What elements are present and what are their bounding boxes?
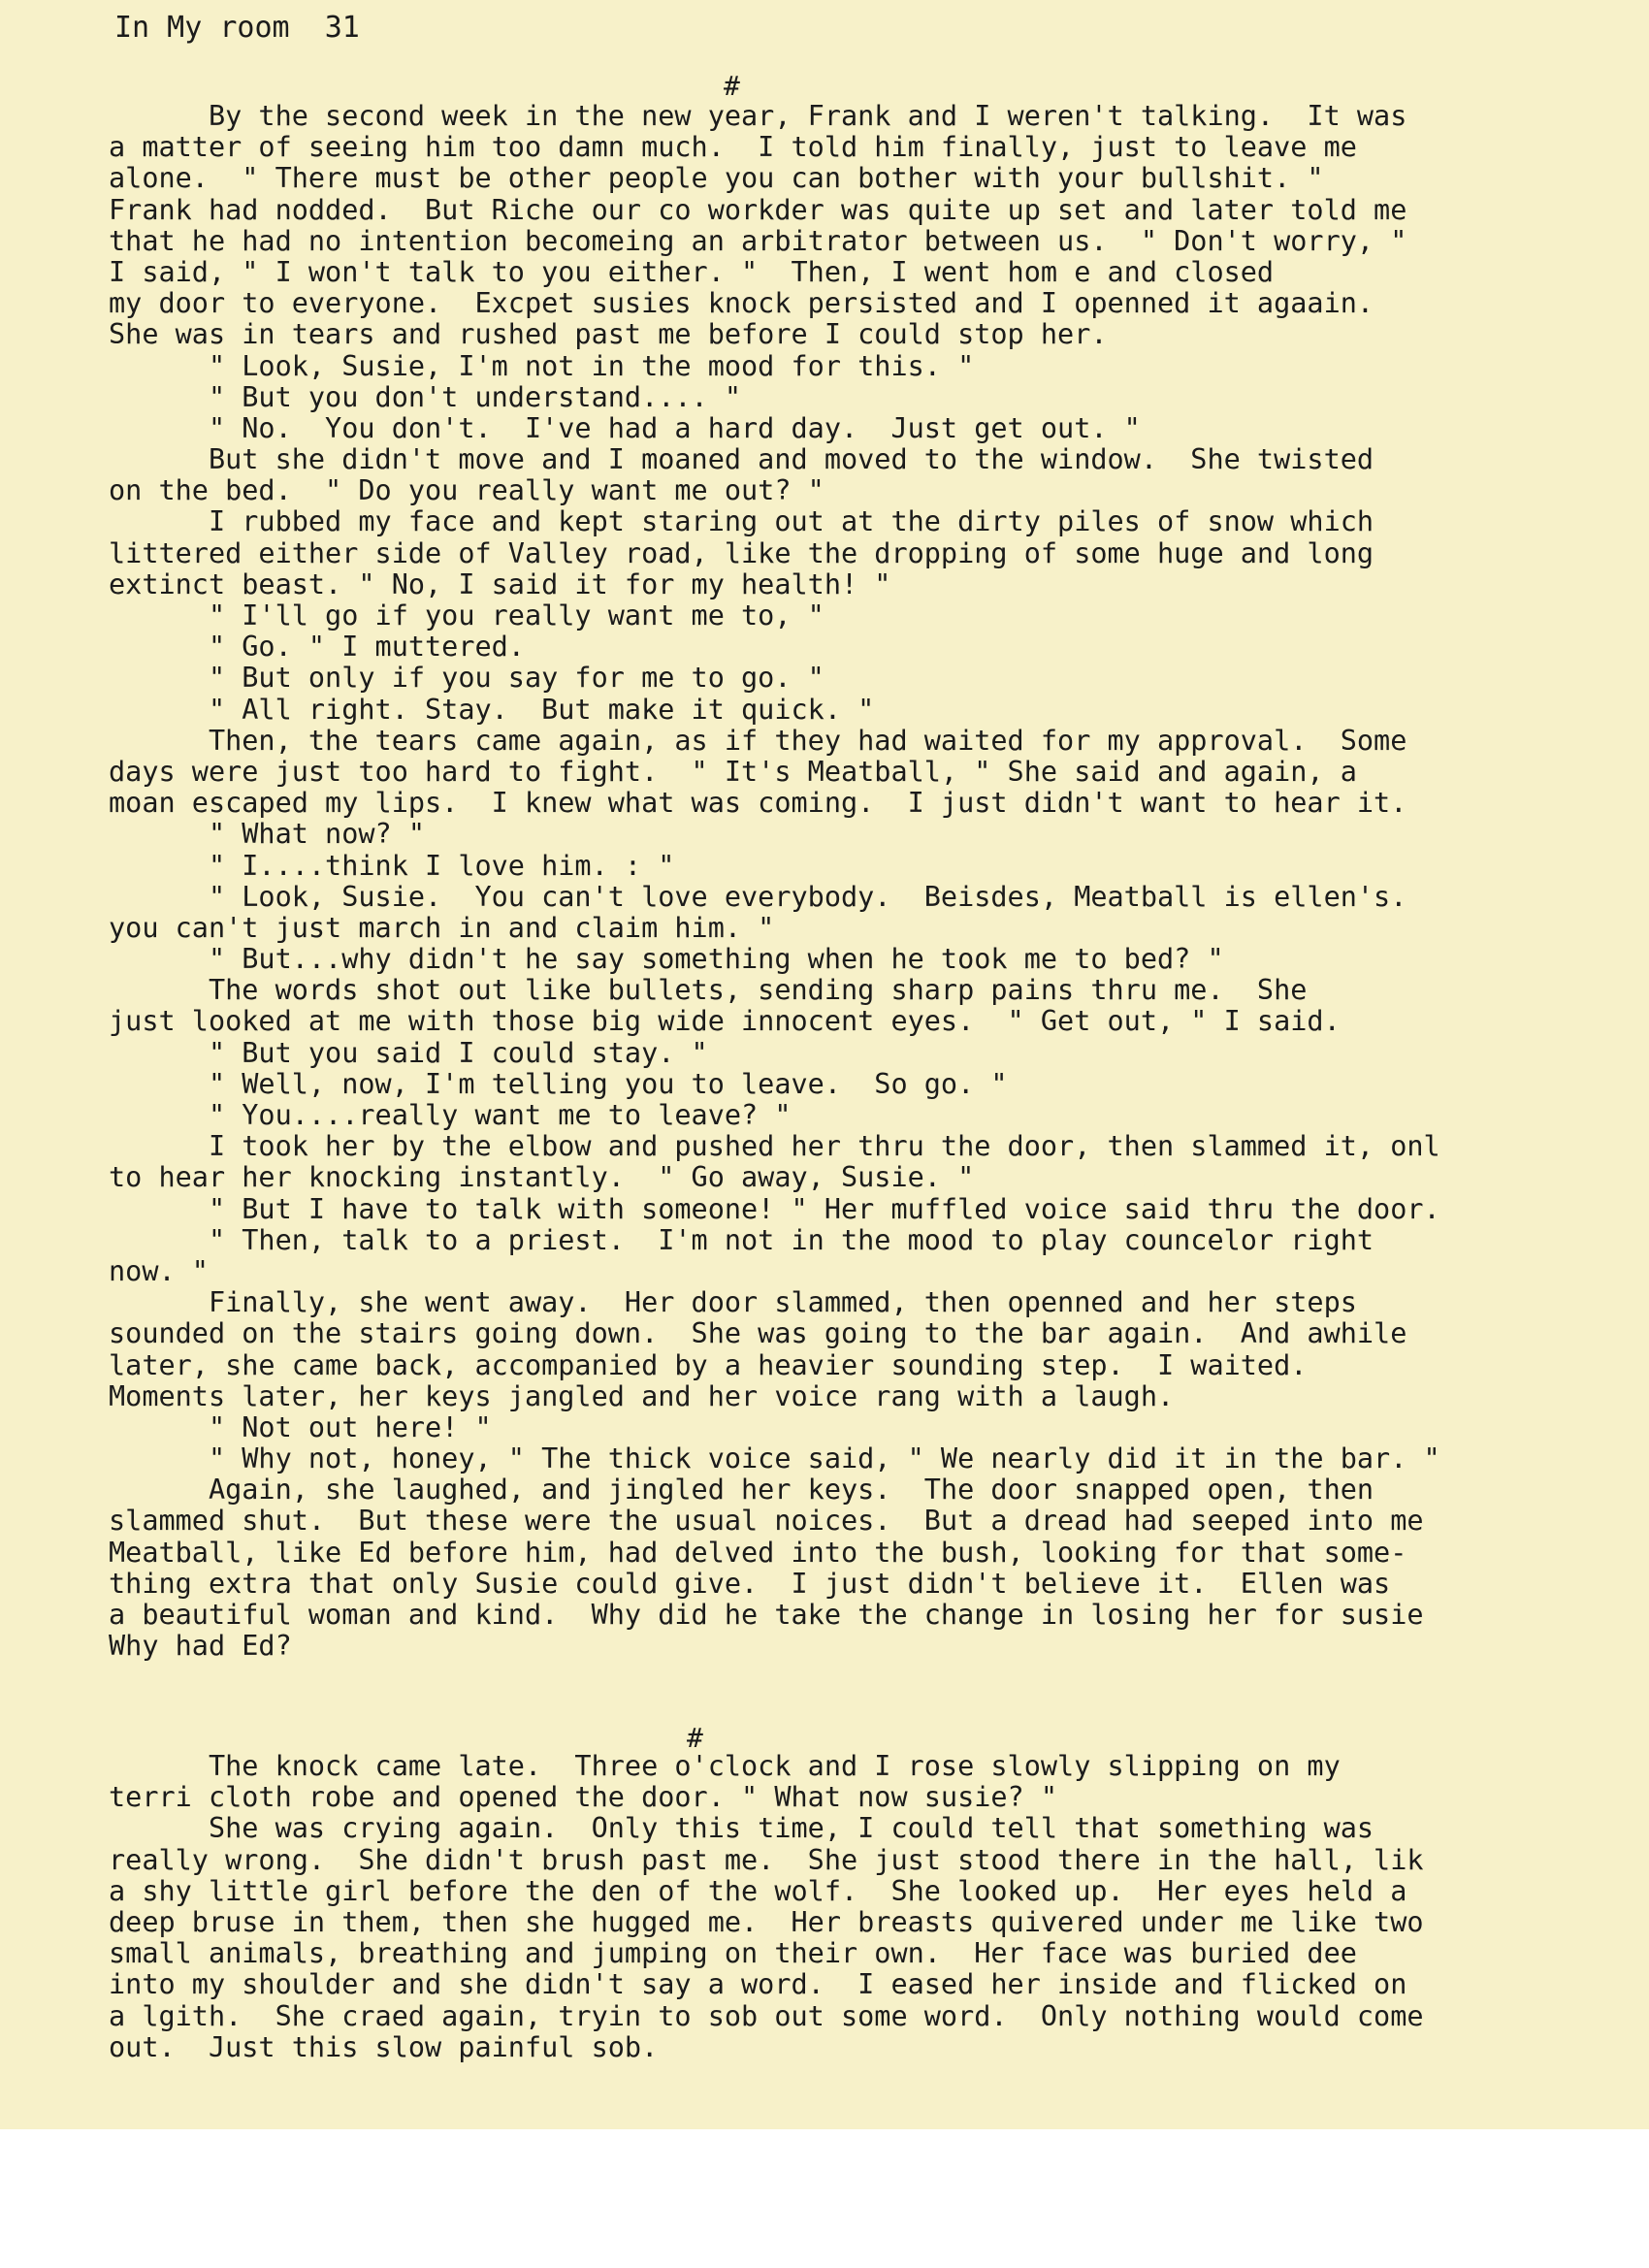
text-line: " But only if you say for me to go. ": [109, 662, 824, 695]
text-line: " I....think I love him. : ": [109, 849, 675, 882]
text-line: " Why not, honey, " The thick voice said, " We nearly did it in the bar. ": [109, 1442, 1440, 1475]
text-line: sounded on the stairs going down. She was going to the bar again. And awhile: [109, 1317, 1407, 1350]
text-line: moan escaped my lips. I knew what was coming. I just didn't want to hear it.: [109, 787, 1407, 820]
text-line: deep bruse in them, then she hugged me. Her breasts quivered under me like two: [109, 1905, 1424, 1938]
text-line: littered either side of Valley road, like the dropping of some huge and long: [109, 536, 1374, 569]
text-line: " All right. Stay. But make it quick. ": [109, 693, 875, 726]
text-line: just looked at me with those big wide innocent eyes. " Get out, " I said.: [109, 1005, 1341, 1038]
text-line: on the bed. " Do you really want me out? ": [109, 474, 824, 507]
text-line: " But you said I could stay. ": [109, 1036, 708, 1069]
text-line: that he had no intention becomeing an arbitrator between us. " Don't worry, ": [109, 224, 1407, 257]
text-line: my door to everyone. Excpet susies knock persisted and I openned it agaain.: [109, 287, 1374, 320]
text-line: " I'll go if you really want me to, ": [109, 599, 824, 632]
text-line: Then, the tears came again, as if they had waited for my approval. Some: [109, 724, 1407, 757]
text-line: " No. You don't. I've had a hard day. Just get out. ": [109, 411, 1141, 444]
text-line: " But...why didn't he say something when he took me to bed? ": [109, 943, 1224, 976]
text-line: I took her by the elbow and pushed her thru the door, then slammed it, onl: [109, 1130, 1440, 1163]
text-line: to hear her knocking instantly. " Go away, Susie. ": [109, 1161, 975, 1194]
text-line: extinct beast. " No, I said it for my health! ": [109, 567, 891, 600]
text-line: Finally, she went away. Her door slammed, then openned and her steps: [109, 1286, 1357, 1319]
text-line: " But I have to talk with someone! " Her muffled voice said thru the door.: [109, 1192, 1440, 1225]
text-line: " Look, Susie. You can't love everybody. Beisdes, Meatball is ellen's.: [109, 880, 1407, 913]
text-line: days were just too hard to fight. " It's Meatball, " She said and again, a: [109, 755, 1357, 788]
text-line: later, she came back, accompanied by a heavier sounding step. I waited.: [109, 1348, 1308, 1381]
text-line: Again, she laughed, and jingled her keys. The door snapped open, then: [109, 1474, 1374, 1507]
text-line: terri cloth robe and opened the door. " What now susie? ": [109, 1781, 1058, 1814]
text-line: She was in tears and rushed past me before I could stop her.: [109, 318, 1108, 351]
text-line: " Then, talk to a priest. I'm not in the mood to play councelor right: [109, 1223, 1374, 1256]
text-line: a beautiful woman and kind. Why did he take the change in losing her for susie: [109, 1599, 1424, 1631]
text-line: The knock came late. Three o'clock and I rose slowly slipping on my: [109, 1751, 1341, 1782]
text-line: Meatball, like Ed before him, had delved into the bush, looking for that some-: [109, 1536, 1407, 1569]
text-line: The words shot out like bullets, sending sharp pains thru me. She: [109, 974, 1308, 1007]
text-line: alone. " There must be other people you can bother with your bullshit. ": [109, 162, 1324, 195]
text-section-2: [109, 1751, 1649, 2063]
text-line: small animals, breathing and jumping on their own. Her face was buried dee: [109, 1937, 1357, 1970]
text-line: thing extra that only Susie could give. I just didn't believe it. Ellen was: [109, 1567, 1391, 1600]
text-line: now. ": [109, 1254, 209, 1287]
text-line: into my shoulder and she didn't say a word. I eased her inside and flicked on: [109, 1968, 1407, 2001]
text-line: out. Just this slow painful sob.: [109, 2030, 659, 2063]
text-line: She was crying again. Only this time, I could tell that something was: [109, 1812, 1374, 1845]
text-line: " But you don't understand.... ": [109, 380, 742, 413]
text-line: you can't just march in and claim him. ": [109, 911, 775, 944]
page-header: In My room 31: [114, 11, 360, 45]
text-line: a matter of seeing him too damn much. I told him finally, just to leave me: [109, 131, 1357, 164]
text-line: " Look, Susie, I'm not in the mood for this. ": [109, 349, 975, 382]
text-line: Moments later, her keys jangled and her voice rang with a laugh.: [109, 1379, 1175, 1412]
text-line: Why had Ed?: [109, 1630, 292, 1663]
text-line: " Well, now, I'm telling you to leave. So go. ": [109, 1067, 1008, 1100]
text-line: " Go. " I muttered.: [109, 631, 525, 664]
text-line: I rubbed my face and kept staring out at the dirty piles of snow which: [109, 505, 1374, 538]
text-line: " What now? ": [109, 818, 426, 851]
text-line: a shy little girl before the den of the wolf. She looked up. Her eyes held a: [109, 1874, 1407, 1907]
text-line: Frank had nodded. But Riche our co workder was quite up set and later told me: [109, 193, 1407, 226]
text-line: I said, " I won't talk to you either. " Then, I went hom e and closed: [109, 255, 1275, 288]
text-line: " Not out here! ": [109, 1410, 492, 1443]
text-line: a lgith. She craed again, tryin to sob out some word. Only nothing would come: [109, 1999, 1424, 2032]
text-section-1: [109, 101, 1649, 1662]
text-line: slammed shut. But these were the usual noices. But a dread had seeped into me: [109, 1505, 1424, 1538]
text-line: really wrong. She didn't brush past me. She just stood there in the hall, lik: [109, 1843, 1424, 1876]
text-line: " You....really want me to leave? ": [109, 1099, 792, 1131]
section-separator: #: [724, 70, 740, 102]
text-line: By the second week in the new year, Frank and I weren't talking. It was: [109, 101, 1407, 132]
section-separator: #: [687, 1722, 703, 1754]
text-line: But she didn't move and I moaned and moved to the window. She twisted: [109, 443, 1374, 476]
